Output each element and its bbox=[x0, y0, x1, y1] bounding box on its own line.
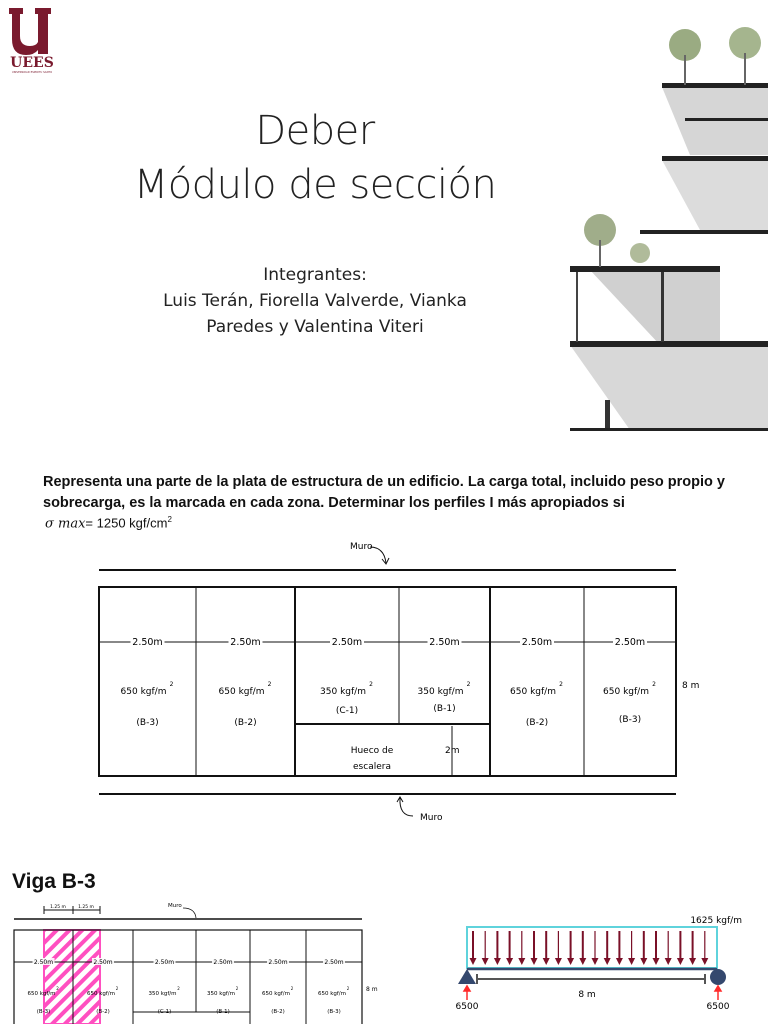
span-label: 2.50m bbox=[230, 637, 261, 648]
zone-load-small: 650 kgf/m bbox=[27, 991, 56, 997]
roller-support-icon bbox=[710, 969, 726, 985]
svg-text:UNIVERSIDAD ESPIRITU SANTO: UNIVERSIDAD ESPIRITU SANTO bbox=[11, 71, 53, 74]
load-arrow-head bbox=[494, 958, 501, 965]
load-arrow-head bbox=[628, 958, 635, 965]
span-label-small: 2.50m bbox=[93, 959, 113, 966]
stair-dimension: 2m bbox=[445, 746, 460, 756]
load-arrow-head bbox=[604, 958, 611, 965]
load-arrow-head bbox=[677, 958, 684, 965]
tributary-width-left: 1.25 m bbox=[50, 905, 66, 910]
section-title: Viga B-3 bbox=[12, 870, 96, 893]
zone-load-exponent: 2 bbox=[652, 681, 656, 688]
load-arrow-head bbox=[665, 958, 672, 965]
reaction-left: 6500 bbox=[455, 1002, 479, 1012]
span-label-small: 2.50m bbox=[268, 959, 288, 966]
load-arrow-head bbox=[543, 958, 550, 965]
span-label-small: 2.50m bbox=[213, 959, 233, 966]
load-arrow-head bbox=[555, 958, 562, 965]
reaction-right: 6500 bbox=[706, 1002, 730, 1012]
zone-load-small: 650 kgf/m bbox=[261, 991, 291, 997]
load-arrow-head bbox=[506, 958, 513, 965]
zone-load-exponent: 2 bbox=[267, 681, 272, 688]
span-label-small: 2.50m bbox=[154, 959, 175, 966]
zone-load-exponent: 2 bbox=[169, 681, 174, 688]
members-line-2: Paredes y Valentina Viteri bbox=[206, 317, 424, 337]
load-arrow-head bbox=[579, 958, 586, 965]
zone-beam-id-small: (C-1) bbox=[157, 1009, 172, 1015]
floor-plan-diagram bbox=[0, 530, 768, 830]
span-label: 2.50m bbox=[521, 637, 553, 648]
load-arrow-head bbox=[518, 958, 525, 965]
zone-load-exponent-small: 2 bbox=[115, 986, 119, 991]
load-arrow-head bbox=[689, 958, 696, 965]
zone-load: 650 kgf/m bbox=[603, 687, 649, 697]
span-label: 2.50m bbox=[614, 637, 646, 648]
wall-label-small: Muro bbox=[168, 903, 182, 909]
zone-load-small: 650 kgf/m bbox=[317, 991, 347, 997]
zone-load-exponent: 2 bbox=[466, 681, 471, 688]
members-label: Integrantes: bbox=[263, 265, 367, 285]
stair-label: Hueco de bbox=[350, 746, 394, 756]
sigma-max bbox=[45, 515, 172, 531]
zone-load-exponent-small: 2 bbox=[177, 986, 180, 991]
span-label-small: 2.50m bbox=[33, 959, 54, 966]
zone-load-exponent-small: 2 bbox=[56, 986, 59, 991]
load-arrow-head bbox=[592, 958, 599, 965]
zone-beam-id-small: (B-2) bbox=[271, 1009, 285, 1015]
tributary-area bbox=[44, 930, 100, 1024]
span-label: 2.50m bbox=[132, 637, 163, 648]
zone-load: 650 kgf/m bbox=[218, 687, 265, 697]
problem-statement: Representa una parte de la plata de estructura de un edificio. La carga total, incluido peso propio y sobrecarga, es la marcada en cada zona. Determinar los perfiles I más apropiados si bbox=[43, 474, 725, 511]
load-arrow-head bbox=[616, 958, 623, 965]
beam-length: 8 m bbox=[578, 990, 596, 1000]
load-arrow-head bbox=[470, 958, 477, 965]
zone-load: 650 kgf/m bbox=[510, 687, 556, 697]
wall-label-bottom: Muro bbox=[420, 813, 443, 823]
load-arrow-head bbox=[482, 958, 489, 965]
uees-logo bbox=[6, 4, 58, 74]
title-line-1: Deber bbox=[255, 108, 375, 154]
tributary-width-right: 1.25 m bbox=[78, 905, 94, 910]
building-illustration bbox=[560, 15, 768, 435]
load-arrow-head bbox=[701, 958, 708, 965]
zone-load-exponent-small: 2 bbox=[346, 986, 350, 991]
beam-b3-plan bbox=[0, 895, 390, 1024]
height-label: 8 m bbox=[682, 681, 700, 691]
zone-beam-id-small: (B-2) bbox=[96, 1009, 110, 1015]
sigma-value: = 1250 kgf/cm bbox=[85, 515, 168, 531]
zone-load-exponent: 2 bbox=[559, 681, 563, 688]
zone-load-small: 650 kgf/m bbox=[86, 991, 116, 997]
zone-load: 650 kgf/m bbox=[120, 687, 167, 697]
zone-load-small: 350 kgf/m bbox=[148, 991, 177, 997]
zone-load-exponent-small: 2 bbox=[290, 986, 294, 991]
zone-beam-id: (B-2) bbox=[525, 718, 549, 728]
members-line-1: Luis Terán, Fiorella Valverde, Vianka bbox=[163, 291, 467, 311]
members bbox=[0, 262, 630, 340]
zone-beam-id: (C-1) bbox=[335, 706, 359, 716]
zone-beam-id: (B-2) bbox=[234, 718, 257, 728]
height-label-small: 8 m bbox=[366, 986, 378, 993]
sigma-exponent: 2 bbox=[167, 515, 172, 524]
zone-load: 350 kgf/m bbox=[320, 687, 366, 697]
stair-label-2: escalera bbox=[353, 762, 391, 772]
sigma-symbol: σ max bbox=[45, 516, 86, 532]
zone-load-exponent: 2 bbox=[369, 681, 373, 688]
wall-label-top: Muro bbox=[350, 542, 373, 552]
beam-load-diagram bbox=[440, 900, 768, 1024]
zone-beam-id-small: (B-3) bbox=[327, 1009, 341, 1015]
span-label: 2.50m bbox=[429, 637, 460, 648]
zone-beam-id-small: (B-1) bbox=[216, 1009, 230, 1015]
svg-text:UEES: UEES bbox=[10, 55, 54, 71]
load-arrow-head bbox=[640, 958, 647, 965]
load-arrow-head bbox=[567, 958, 574, 965]
zone-load-exponent-small: 2 bbox=[235, 986, 239, 991]
zone-load-small: 350 kgf/m bbox=[206, 991, 236, 997]
zone-beam-id: (B-3) bbox=[618, 715, 642, 725]
page-title bbox=[0, 104, 630, 212]
title-line-2: Módulo de sección bbox=[133, 162, 497, 208]
span-label: 2.50m bbox=[331, 637, 363, 648]
zone-load: 350 kgf/m bbox=[417, 687, 464, 697]
span-label-small: 2.50m bbox=[324, 959, 344, 966]
zone-beam-id: (B-1) bbox=[433, 704, 456, 714]
zone-beam-id-small: (B-3) bbox=[36, 1009, 51, 1015]
pin-support-icon bbox=[458, 969, 476, 984]
zone-beam-id: (B-3) bbox=[136, 718, 159, 728]
distributed-load-label: 1625 kgf/m bbox=[690, 916, 742, 926]
load-arrow-head bbox=[531, 958, 538, 965]
load-arrow-head bbox=[653, 958, 660, 965]
